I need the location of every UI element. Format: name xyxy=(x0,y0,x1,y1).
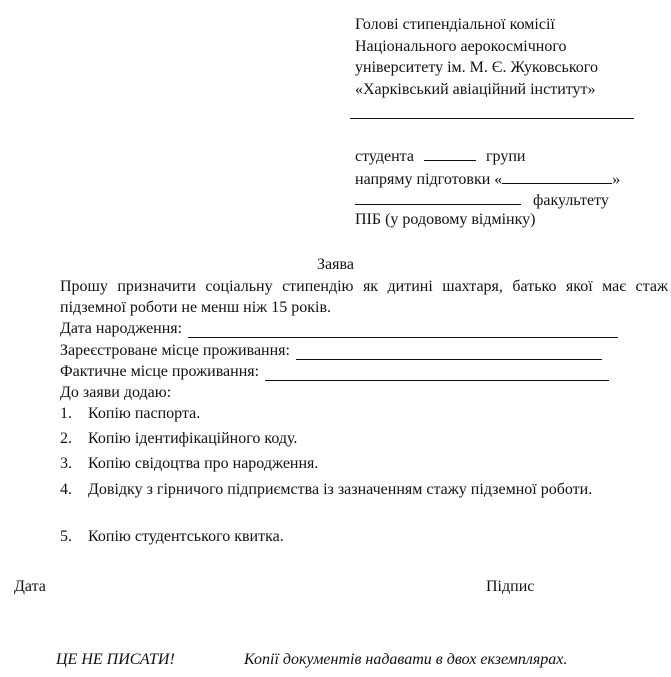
date-label: Дата xyxy=(14,578,46,595)
direction-blank xyxy=(502,169,612,184)
list-item-text: Копію ідентифікаційного коду. xyxy=(88,430,298,447)
faculty-label: факультету xyxy=(533,192,609,209)
course-blank xyxy=(424,146,476,161)
group-label: групи xyxy=(485,148,526,165)
list-item-text: Копію студентського квитка. xyxy=(88,528,284,545)
list-item xyxy=(60,528,284,546)
addressee-name-line xyxy=(350,118,634,119)
list-item xyxy=(60,430,297,448)
list-item xyxy=(60,405,200,423)
birth-date-line xyxy=(188,323,618,338)
name-hint: ПІБ (у родовому відмінку) xyxy=(355,211,536,228)
student-group-row xyxy=(355,146,529,166)
registered-address-field xyxy=(60,342,602,360)
birth-date-field xyxy=(60,320,618,338)
addressee-block xyxy=(355,14,665,100)
direction-label: напряму підготовки « xyxy=(355,171,503,188)
registered-address-line xyxy=(296,345,602,360)
actual-address-field xyxy=(60,363,609,381)
list-item xyxy=(60,455,318,473)
birth-date-label: Дата народження: xyxy=(60,320,183,337)
list-item-number: 3. xyxy=(60,455,72,472)
footer-warning: ЦЕ НЕ ПИСАТИ! xyxy=(56,651,175,668)
list-item-text: Копію паспорта. xyxy=(88,405,201,422)
list-item-text: Довідку з гірничого підприємства із зазначенням стажу підземної роботи. xyxy=(88,481,593,498)
list-item-text: Копію свідоцтва про народження. xyxy=(88,455,319,472)
faculty-blank xyxy=(355,190,521,205)
addressee-line-3: університету ім. М. Є. Жуковського xyxy=(355,59,598,76)
list-item-number: 5. xyxy=(60,528,72,545)
direction-row xyxy=(355,169,620,189)
request-paragraph xyxy=(14,276,668,318)
document-title: Заява xyxy=(317,256,354,273)
name-hint-row xyxy=(355,211,536,229)
list-item-number: 2. xyxy=(60,430,72,447)
direction-close: » xyxy=(612,171,621,188)
list-item xyxy=(14,479,668,500)
actual-address-line xyxy=(265,366,609,381)
actual-address-label: Фактичне місце проживання: xyxy=(60,363,260,380)
list-item-number: 1. xyxy=(60,405,72,422)
addressee-line-2: Національного аерокосмічного xyxy=(355,37,567,55)
request-text: Прошу призначити соціальну стипендію як дитині шахтаря, батько якої має стаж підземної роботи не менш ніж 15 років. xyxy=(60,278,668,316)
addressee-line-1: Голові стипендіальної комісії xyxy=(355,16,555,33)
student-label: студента xyxy=(355,148,414,165)
list-item-number: 4. xyxy=(60,481,72,498)
footer-note: Копії документів надавати в двох екземплярах. xyxy=(244,651,568,668)
registered-address-label: Зареєстроване місце проживання: xyxy=(60,342,290,359)
addressee-line-4: «Харківський авіаційний інститут» xyxy=(355,80,596,98)
signature-label: Підпис xyxy=(486,578,535,595)
faculty-row xyxy=(355,190,609,210)
attachments-label: До заяви додаю: xyxy=(60,384,172,401)
